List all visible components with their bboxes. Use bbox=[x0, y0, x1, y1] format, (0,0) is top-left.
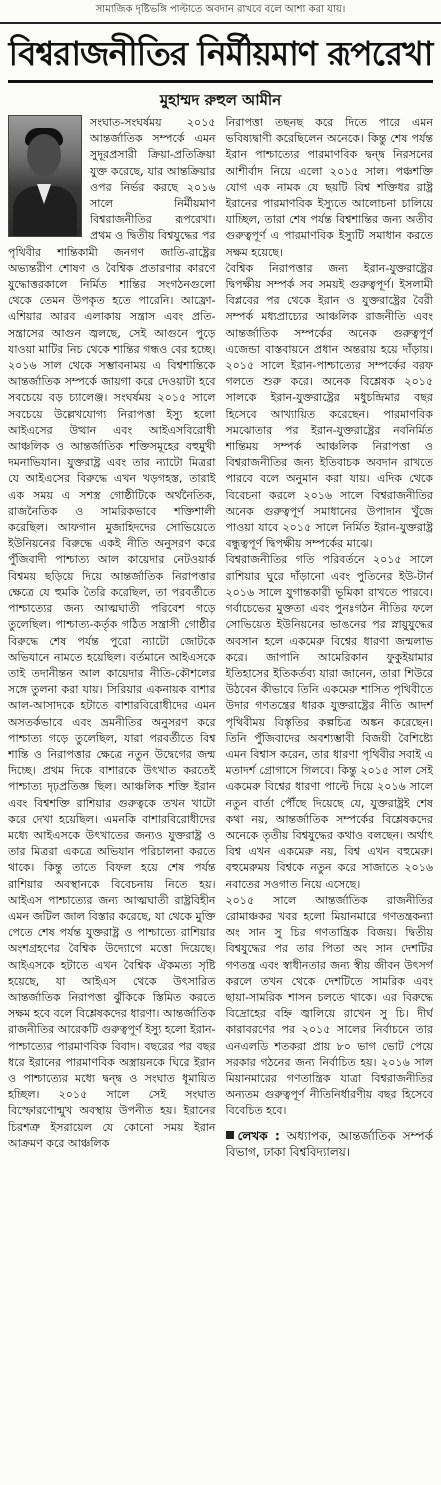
author-note-label: লেখক : bbox=[237, 1128, 280, 1143]
paragraph: ২০১৫ সালে আন্তর্জাতিক রাজনীতির রোমাঞ্চকর খবর হলো মিয়ানমারে গণতন্ত্রকন্যা অং সান সু চির গণতান্ত্রিক বিজয়। দ্বিতীয় বিশ্বযুদ্ধের পর তার পিতা অং সান দেশটির গণতন্ত্র এবং স্বাধীনতার জন্য স্বীয় জীবন উৎসর্গ করলে তখন থেকে দেশটিতে সামরিক এবং ছায়া-সামরিক শাসন চলতে থাকে। এর বিরুদ্ধে বিদ্রোহের বহ্নি জ্বালিয়ে রাখেন সু চি। দীর্ঘ কারাবরণের পর ২০১৫ সালের নির্বাচনে তার এনএলডি শতকরা প্রায় ৮০ ভাগ ভোট পেয়ে সরকার গঠনের জন্য নির্বাচিত হয়। ২০১৬ সাল মিয়ানমারের গণতান্ত্রিক যাত্রা বিশ্বরাজনীতির অন্যতম গুরুত্বপূর্ণ নীতিনির্ধারণীয় বছর হিসেবে বিবেচিত হবে। bbox=[225, 893, 433, 1118]
column-right bbox=[226, 115, 434, 1470]
photo-face bbox=[27, 134, 61, 176]
author-photo bbox=[8, 115, 82, 237]
author-note bbox=[226, 1128, 434, 1160]
author-note-text: অধ্যাপক, আন্তর্জাতিক সম্পর্ক বিভাগ, ঢাকা বিশ্ববিদ্যালয়। bbox=[225, 1128, 433, 1159]
author-byline: মুহাম্মদ রুহুল আমীন bbox=[159, 91, 282, 109]
previous-article-strip: সামাজিক দৃষ্টিভঙ্গি পাল্টাতে অবদান রাখবে বলে আশা করা যায়। bbox=[0, 0, 441, 24]
square-bullet-icon bbox=[226, 1131, 234, 1139]
headline: বিশ্বরাজনীতির নির্মীয়মাণ রূপরেখা bbox=[8, 30, 433, 83]
paragraph: বিশ্বরাজনীতির গতি পরিবর্তনে ২০১৫ সালে রাশিয়ার ঘুরে দাঁড়ানো এবং পুতিনের ইউ-টার্ন ২০১৬ সালে যুগান্তকারী ভূমিকা রাখতে পারবে। গর্বাচেভের মুক্ততা এবং পুনঃগঠন নীতির ফলে সোভিয়েত ইউনিয়নের ভাঙনের পর স্নায়ুযুদ্ধের অবসান হলে একমেরু বিশ্বের ধারণা জন্মলাভ করে। জাপানি আমেরিকান ফুকুইয়ামার ইতিহাসের ইতিকর্তব্য যারা জানেন, তারা শিউরে উঠবেন কীভাবে তিনি একমেরু শাসিত পৃথিবীতে উদার গণতন্ত্রের ধারক যুক্তরাষ্ট্রের নীতি আদর্শ পৃথিবীময় বিস্তৃতির কল্পচিত্র অঙ্কন করেছেন। তিনি পুঁজিবাদের অবশ্যম্ভাবী বিজয়ী বৈশিষ্ট্যে এমন বিশ্বাস করেন, তার ধারণা পৃথিবীর সবাই এ মতাদর্শ গ্রোগাসে গিলবে। কিন্তু ২০১৫ সাল সেই একমেরু বিশ্বের ধারণা পাল্টে দিয়ে ২০১৬ সালে নতুন বার্তা পৌঁছে দিয়েছে যে, যুক্তরাষ্ট্রই শেষ কথা নয়, আন্তর্জাতিক সম্পর্কের বিশ্লেষকদের অনেকে তৃতীয় বিশ্বযুদ্ধের কথাও বলছেন। অর্থাৎ বিশ্ব এখন একমেরু নয়, বিশ্ব এখন বহুমেরু। বহুমেরুময় বিশ্বকে নতুন করে সাজাতে ২০১৬ নবাতের সওগাত নিয়ে এসেছে। bbox=[225, 553, 433, 891]
paragraph: বৈশ্বিক নিরাপত্তার জন্য ইরান-যুক্তরাষ্ট্রের দ্বিপক্ষীয় সম্পর্ক সব সময়ই গুরুত্বপূর্ণ। ইসলামী বিপ্লবের পর থেকে ইরান ও যুক্তরাষ্ট্রের বৈরী সম্পর্ক মধ্যপ্রাচ্যের আঞ্চলিক রাজনীতি এবং আন্তর্জাতিক সম্পর্কের অনেক গুরুত্বপূর্ণ এজেন্ডা বাস্তবায়নে প্রধান অন্তরায় হয়ে দাঁড়ায়। ২০১৫ সালে ইরান-পাশ্চাত্যের সম্পর্কের বরফ গলতে শুরু করে। অনেক বিশ্লেষক ২০১৫ সালকে ইরান-যুক্তরাষ্ট্রের মধুচন্দ্রিমার বছর হিসেবে আখ্যায়িত করেছেন। পারমাণবিক সমঝোতার পর ইরান-যুক্তরাষ্ট্রের নবনির্মিত শান্তিময় সম্পর্ক আঞ্চলিক নিরাপত্তা ও বিশ্বরাজনীতির জন্য ইতিবাচক অবদান রাখতে পারবে বলে অনুমান করা যায়। এদিক থেকে বিবেচনা করলে ২০১৬ সালে বিশ্বরাজনীতির অনেক গুরুত্বপূর্ণ সমাধানের উপাদান খুঁজে পাওয়া যাবে ২০১৫ সালে নির্মিত ইরান-যুক্তরাষ্ট্র বন্ধুত্বপূর্ণ দ্বিপক্ষীয় সম্পর্কের মাঝে। bbox=[225, 261, 433, 551]
column-left bbox=[8, 115, 216, 1470]
paragraph: সংঘাত-সংঘর্ষময় ২০১৫ আন্তর্জাতিক সম্পর্কে এমন সুদূরপ্রসারী ক্রিয়া-প্রতিক্রিয়া যুক্ত করেছে, যার আন্তক্রিয়ার ওপর নির্ভর করছে ২০১৬ সালে নির্মীয়মাণ বিশ্বরাজনীতির রূপরেখা। প্রথম ও দ্বিতীয় বিশ্বযুদ্ধের পর পৃথিবীর শান্তিকামী জনগণ জাতি-রাষ্ট্রের অভ্যন্তরীণ শোষণ ও বৈশ্বিক প্রতারণার কারণে যুদ্ধোত্তরকালে নির্মিত শান্তির সংগঠনগুলো থেকে তেমন উপকৃত হতে পারেনি। আফ্রো-এশিয়ার আরব এলাকায় সন্ত্রাস এবং প্রতি-সন্ত্রাসের আগুন জ্বলছে, সেই আগুনে পুড়ে যাওয়া মাটির নিচ থেকে শান্তির গন্ধও বের হচ্ছে। ২০১৬ সাল থেকে সম্ভাবনাময় এ বিশ্বশান্তিকে আন্তর্জাতিক সম্পর্কে জায়গা করে দেওয়াটা হবে সবচেয়ে বড় চ্যালেঞ্জ। সংঘর্ষময় ২০১৫ সালে সবচেয়ে উল্লেখযোগ্য নিরাপত্তা ইস্যু হলো আইএসের উত্থান এবং আইএসবিরোধী আঞ্চলিক ও আন্তর্জাতিক শক্তিসমূহের বহুমুখী দমনাভিযান। যুক্তরাষ্ট্র এবং তার ন্যাটো মিত্ররা যে আইএসের বিরুদ্ধে এখন খড়গহস্ত, তারাই এক সময় এ সশস্ত্র গোষ্ঠীটিকে অর্থনৈতিক, রাজনৈতিক ও সামরিকভাবে শক্তিশালী করেছিল। আফগান মুজাহিদদের সোভিয়েতে ইউনিয়নের বিরুদ্ধে একই নীতি অনুসরণ করে পুঁজিবাদী পাশ্চাত্য আল কায়েদার নেটওয়ার্ক বিশ্বময় ছড়িয়ে দিয়ে আন্তর্জাতিক নিরাপত্তার ক্ষেত্রে যে হুমকি তৈরি করেছিল, তা পরবর্তীতে পাশ্চাত্যের জন্য আত্মঘাতী পরিবেশ গড়ে তুলেছিল। পাশ্চাত্য-কর্তৃক গঠিত সন্ত্রাসী গোষ্ঠীর বিরুদ্ধে শেষ পর্যন্ত পুরো ন্যাটো জোটকে অভিযানে নামতে হয়েছিল। বর্তমানে আইএসকে তাই তদানীন্তন আল কায়েদার নীতি-কৌশলের সঙ্গে তুলনা করা যায়। সিরিয়ার একনায়ক বাশার আল-আসাদকে হটাতে বাশারবিরোধীদের এমন অসতর্কভাবে এবং ভ্রমনীতির অনুসরণ করে পাশ্চাত্য গড়ে তুলেছিল, যারা পরবর্তীতে বিশ্ব শান্তি ও নিরাপত্তার ক্ষেত্রে নতুন উদ্বেগের জন্ম দিচ্ছে। প্রথম দিকে বাশারকে উৎখাত করতেই পাশ্চাত্য দৃঢ়প্রতিজ্ঞ ছিল। আঞ্চলিক শক্তি ইরান এবং বিশ্বশক্তি রাশিয়ার গুরুত্বকে তখন খাটো করে দেখা হয়েছিল। এমনকি বাশারবিরোধীদের মধ্যে আইএসকে উৎখাতের জন্যও যুক্তরাষ্ট্র ও তার মিত্ররা একত্রে অভিযান পরিচালনা করতে থাকে। কিন্তু তাতে বিফল হয়ে শেষ পর্যন্ত রাশিয়ার অবস্থানকে বিবেচনায় নিতে হয়। আইএস পাশ্চাত্যের জন্য আত্মঘাতী রাষ্ট্রবিহীন এমন জটিল জাল বিস্তার করেছে, যা থেকে মুক্তি পেতে শেষ পর্যন্ত যুক্তরাষ্ট্র ও পাশ্চাত্যে রাশিয়ার অংশগ্রহণের বৈশ্বিক উদ্যোগে মত্তো দিয়েছে। আইএসকে হটাতে এখন বৈশ্বিক ঐকমত্য সৃষ্টি হয়েছে, যা আইএস থেকে উৎসারিত আন্তর্জাতিক নিরাপত্তা ঝুঁকিকে স্তিমিত করতে সক্ষম হবে বলে বিশ্লেষকদের ধারণা। আন্তর্জাতিক রাজনীতির আরেকটি গুরুত্বপূর্ণ ইস্যু হলো ইরান-পাশ্চাত্যের পারমাণবিক বিবাদ। বছরের পর বছর ধরে ইরানের পারমাণবিক অস্ত্রায়নকে ঘিরে ইরান ও পাশ্চাত্যের মধ্যে দ্বন্দ্ব ও সংঘাত ধূমায়িত হচ্ছিল। ২০১৫ সালে সেই সংঘাত বিস্ফোরণোন্মুখ অবস্থায় উপনীত হয়। ইরানের চিরশত্রু ইসরায়েল যে কোনো সময় ইরান আক্রমণ করে আঞ্চলিক bbox=[8, 116, 216, 1150]
article-body bbox=[8, 115, 433, 1470]
paragraph: নিরাপত্তা তছনছ করে দিতে পারে এমন ভবিষ্যদ্বাণী করেছিলেন অনেকে। কিন্তু শেষ পর্যন্ত ইরান পাশ্চাত্যের পারমাণবিক দ্বন্দ্ব নিরসনের আশীর্বাদ নিয়ে এলো ২০১৫ সাল। পঞ্চশক্তি যোগ এক নামক যে ছয়টি বিশ্ব শক্তিধর রাষ্ট্র ইরানের পারমাণবিক ইস্যুতে আলোচনা চালিয়ে যাচ্ছিল, তারা শেষ পর্যন্ত বিশ্বশান্তির জন্য অতীব গুরুত্বপূর্ণ এ পারমাণবিক ইস্যুটি সমাধান করতে সক্ষম হয়েছে। bbox=[225, 116, 433, 259]
